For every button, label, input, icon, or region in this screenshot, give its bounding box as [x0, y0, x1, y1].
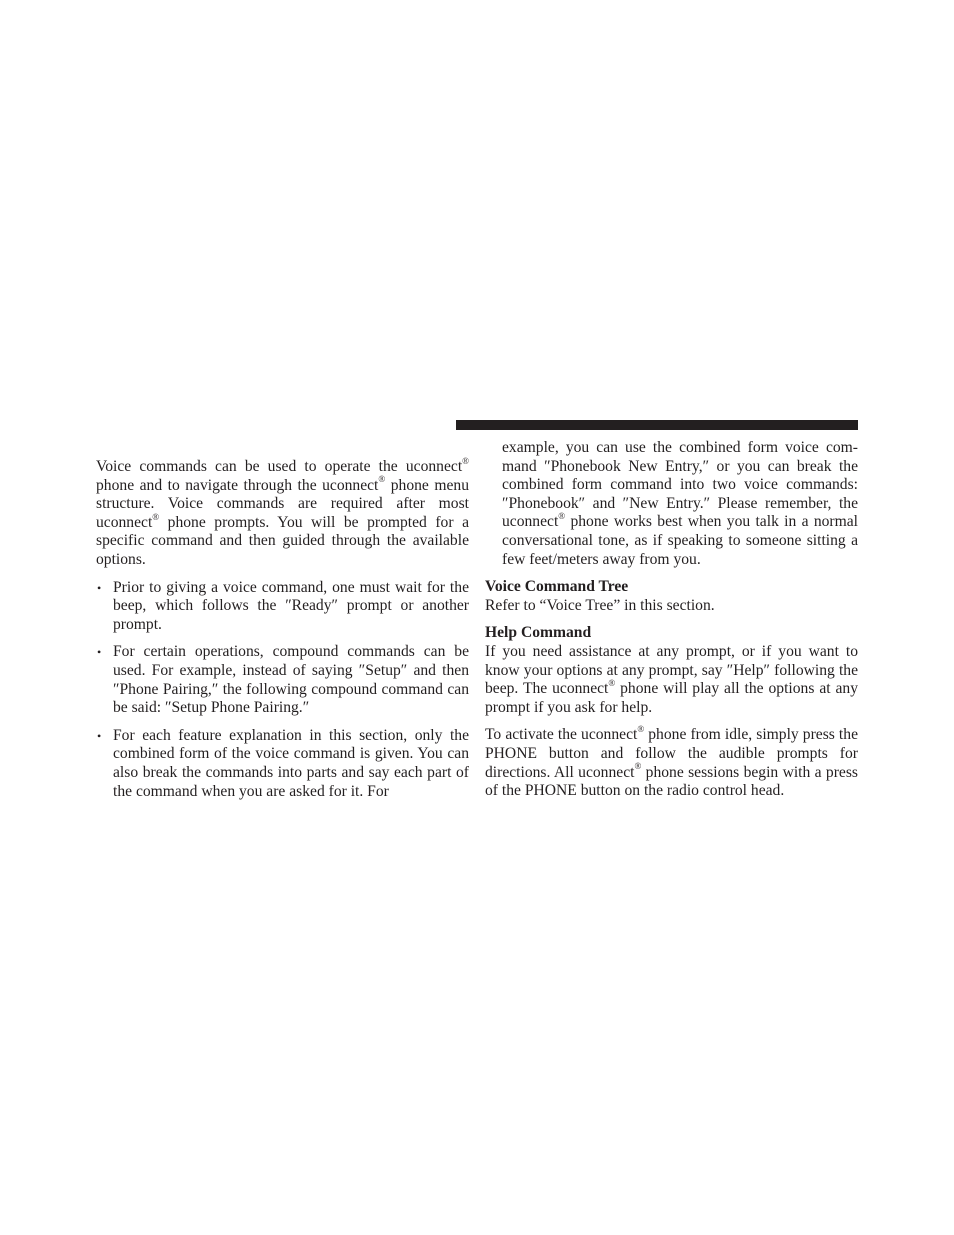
bullet-item-wait-for-beep — [96, 579, 469, 635]
activate-text-2: phone from idle, simply press the PHONE button and follow the audible prompts for directions. All uconnect — [485, 726, 858, 781]
left-column — [96, 455, 469, 810]
help-text-2: phone will play all the options at any prompt if you ask for help. — [485, 680, 858, 716]
registered-mark: ® — [378, 474, 386, 485]
bullet-icon: • — [97, 728, 102, 743]
help-command-heading: Help Command — [485, 624, 592, 642]
intro-text-2: phone and to navigate through the uconnect — [96, 476, 379, 494]
right-column — [485, 439, 858, 810]
registered-mark: ® — [558, 511, 566, 522]
bullet-item-compound-commands — [96, 643, 469, 717]
activate-text-3: phone sessions begin with a press of the PHONE button on the radio control head. — [485, 763, 858, 800]
registered-mark: ® — [152, 511, 160, 522]
registered-mark: ® — [608, 677, 616, 688]
registered-mark: ® — [634, 761, 642, 772]
bullet-icon: • — [97, 580, 102, 595]
activate-phone-paragraph — [485, 726, 858, 800]
bullet-text: For each feature explanation in this section, only the combined form of the voice command is given. You can also break the commands into parts and say each part of the command when you are asked for it. For — [113, 726, 469, 800]
help-command-body — [485, 643, 858, 717]
tips-bullet-list — [96, 579, 469, 802]
continuation-text-1: example, you can use the combined form voice com-mand ″Phonebook New Entry,″ or you can break the combined form command into two voice commands: ″Phonebook″ and ″New Entry.″ Please remember, the uconnect — [502, 439, 858, 531]
continuation-text-2: phone works best when you talk in a normal conversational tone, as if speaking to someone sitting a few feet/meters away from you. — [502, 513, 858, 568]
intro-text-1: Voice commands can be used to operate the uconnect — [96, 458, 463, 475]
activate-text-1: To activate the uconnect — [485, 726, 638, 744]
bullet-text: For certain operations, compound commands can be used. For example, instead of saying ″Setup″ and then ″Phone Pairing,″ the following compound command can be said: ″Setup Phone Pairing.″ — [113, 643, 469, 717]
help-text-1: If you need assistance at any prompt, or if you want to know your options at any prompt, say ″Help″ following the beep. The uconnect — [485, 642, 858, 698]
voice-command-tree-body: Refer to “Voice Tree” in this section. — [485, 596, 715, 614]
section-header-bar — [456, 420, 858, 430]
intro-text-3: phone menu structure. Voice commands are required after most uconnect — [96, 476, 469, 531]
bullet-text: Prior to giving a voice command, one must wait for the beep, which follows the ″Ready″ prompt or another prompt. — [113, 578, 469, 633]
registered-mark: ® — [637, 724, 645, 735]
intro-paragraph — [96, 455, 469, 570]
voice-command-tree-heading: Voice Command Tree — [485, 578, 629, 596]
bullet-continuation-paragraph — [485, 439, 858, 569]
registered-mark: ® — [462, 455, 469, 466]
intro-text-4: phone prompts. You will be prompted for a specific command and then guided through the available options. — [96, 513, 469, 568]
bullet-icon: • — [97, 645, 102, 660]
bullet-item-combined-form — [96, 727, 469, 801]
